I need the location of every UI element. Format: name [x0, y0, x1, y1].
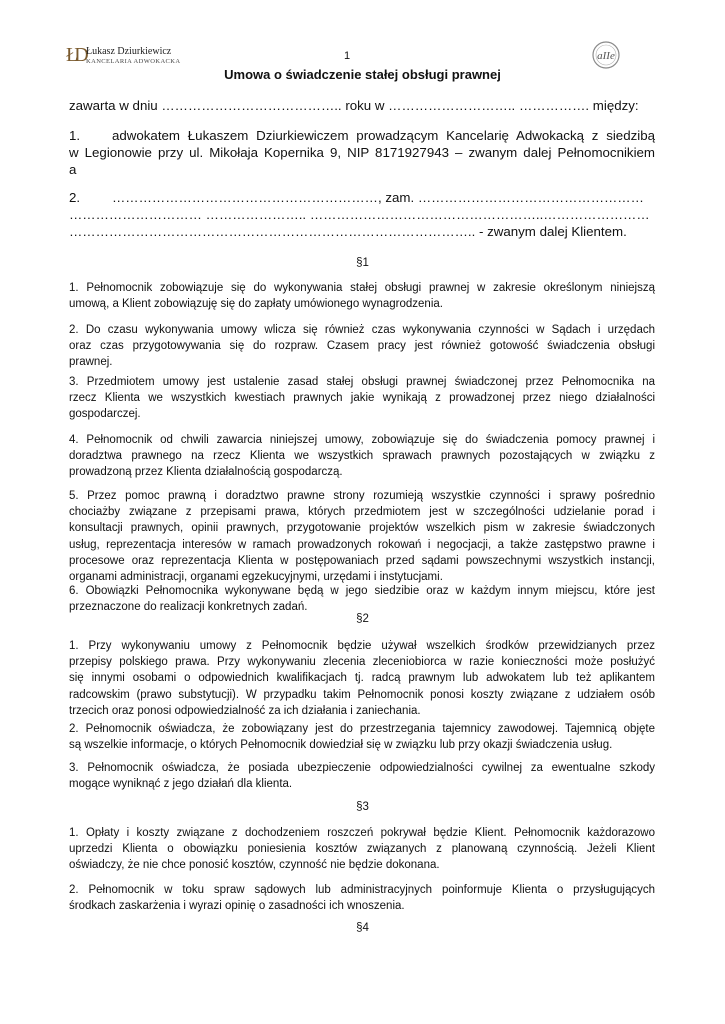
paragraph-line: 2. Pełnomocnik w toku spraw sądowych lub administracyjnych poinformuje Klienta o przysługujących [69, 884, 655, 896]
party-1-line: a [69, 162, 77, 177]
paragraph-line: gospodarczej. [69, 408, 141, 421]
paragraph-line: 2. Do czasu wykonywania umowy wlicza się również czas wykonywania czynności w Sądach i urzędach [69, 324, 655, 336]
section-heading: §1 [356, 257, 369, 269]
party-1-number: 1. [69, 128, 81, 143]
paragraph [69, 882, 655, 914]
paragraph [69, 638, 655, 719]
paragraph-line: konsultacji prawnych, opinii prawnych, przygotowanie projektów wszelkich pism w zakresie świadczonych [69, 522, 655, 535]
paragraph-line: usług, reprezentacja interesów w ramach prowadzonych rokowań i negocjacji, a także zastępstwo prawne i [69, 538, 655, 551]
paragraph [69, 432, 655, 481]
party-2-line: ………………………… ………………….. ……………………………………………..…………………… [69, 207, 650, 222]
paragraph-line: procesowe oraz reprezentacja Klienta w postępowaniach przed sądami powszechnymi wszystkich instancji, [69, 554, 655, 567]
paragraph-line: radcowskim (prawo substytucji). W przypadku takim Pełnomocnik ponosi koszty związane z udziałem osób [69, 688, 655, 701]
party-1-line: w Legionowie przy ul. Mikołaja Kopernika 9, NIP 8171927943 – zwanym dalej Pełnomocnikiem [69, 145, 655, 160]
party-2-line: ……………………………………………………………………………….. - zwanym dalej Klientem. [69, 224, 627, 239]
document-title: Umowa o świadczenie stałej obsługi prawnej [224, 67, 501, 82]
svg-text:aIIe: aIIe [597, 50, 615, 62]
party-1-line: adwokatem Łukaszem Dziurkiewiczem prowadzącym Kancelarię Adwokacką z siedzibą [112, 128, 655, 143]
paragraph-line: prowadzoną przez Klienta działalnością gospodarczą. [69, 466, 343, 479]
party-1 [69, 127, 655, 178]
paragraph-line: 6. Obowiązki Pełnomocnika wykonywane będą w jego siedzibie oraz w każdym innym miejscu, które jest [69, 585, 655, 597]
paragraph-line: oświadczy, że nie chce ponosić kosztów, czynność nie będzie dokonana. [69, 859, 440, 872]
party-2-line: ……………………………………………………, zam. …………………………………………… [112, 190, 644, 205]
adwokatura-seal-icon [588, 40, 624, 70]
paragraph-line: trzecich oraz ponosi odpowiedzialność za ich działania i zaniechania. [69, 704, 421, 717]
paragraph-line: 4. Pełnomocnik od chwili zawarcia niniejszej umowy, zobowiązuje się do świadczenia pomocy prawnej i [69, 434, 655, 446]
paragraph-line: 1. Opłaty i koszty związane z dochodzeniem roszczeń pokrywał będzie Klient. Pełnomocnik każdorazowo [69, 827, 655, 839]
party-2-number: 2. [69, 190, 81, 205]
paragraph-line: mogące wyniknąć z jego działań dla klienta. [69, 778, 293, 791]
paragraph-line: rzecz Klienta we wszystkich kwestiach prawnych jakie wynikają z prowadzonej przez niego działalności [69, 392, 655, 405]
paragraph [69, 760, 655, 792]
logo-name: Łukasz Dziurkiewicz [86, 46, 172, 57]
paragraph [69, 488, 655, 585]
logo-monogram: ŁD [66, 44, 85, 66]
paragraph [69, 825, 655, 874]
paragraph-line: chociażby związane z przepisami prawa, których przedmiotem jest w szczególności udzielanie porad i [69, 506, 655, 519]
paragraph-line: przeznaczone do realizacji konkretnych zadań. [69, 601, 308, 614]
paragraph-line: prawnej. [69, 356, 113, 369]
paragraph-line: 3. Pełnomocnik oświadcza, że posiada ubezpieczenie odpowiedzialności cywilnej za ewentualne szkody [69, 762, 655, 774]
party-2 [69, 189, 655, 240]
paragraph-line: 3. Przedmiotem umowy jest ustalenie zasad stałej obsługi prawnej świadczonej przez Pełnomocnika na [69, 376, 655, 388]
paragraph-line: 5. Przez pomoc prawną i doradztwo prawne strony rozumieją wszystkie czynności i sprawy pośrednio [69, 490, 655, 502]
logo-subtitle: KANCELARIA ADWOKACKA [86, 58, 181, 65]
contract-date-line: zawarta w dniu ………………………………….. roku w ……………………….. ……………. między: [69, 98, 639, 113]
section-heading: §2 [356, 613, 369, 625]
paragraph-line: oraz czas przygotowywania się do rozpraw. Czasem pracy jest również gotowość świadczenia obsługi [69, 340, 655, 353]
paragraph-line: umową, a Klient zobowiązuję się do zapłaty umówionego wynagrodzenia. [69, 298, 443, 311]
paragraph [69, 721, 655, 753]
paragraph-line: organami administracji, organami egzekucyjnymi, urzędami i instytucjami. [69, 571, 443, 584]
paragraph [69, 280, 655, 312]
paragraph-line: 1. Przy wykonywaniu umowy z Pełnomocnik będzie używał wszelkich środków przewidzianych przez [69, 640, 655, 652]
paragraph-line: doradztwa prawnego na rzecz Klienta we wszystkich sprawach prawnych pozostających w związku z [69, 450, 655, 463]
paragraph-line: 2. Pełnomocnik oświadcza, że zobowiązany jest do przestrzegania tajemnicy zawodowej. Tajemnicą objęte [69, 723, 655, 735]
paragraph-line: uprzedzi Klienta o obowiązku poniesienia kosztów związanych z planowaną czynnością. Jeżeli Klient [69, 843, 655, 856]
paragraph-line: 1. Pełnomocnik zobowiązuje się do wykonywania stałej obsługi prawnej w zakresie określonym niniejszą [69, 282, 655, 294]
section-heading: §4 [356, 922, 369, 934]
paragraph-line: są wszelkie informacje, o których Pełnomocnik dowiedział się w związku lub przy okazji świadczenia usług. [69, 739, 613, 752]
paragraph-line: środkach zaskarżenia i wyrazi opinię o zasadności ich wnoszenia. [69, 900, 405, 913]
paragraph-line: się innymi osobami o odpowiednich kwalifikacjach tj. radcą prawnym lub adwokatem lub też aplikantem [69, 672, 655, 685]
paragraph [69, 374, 655, 423]
paragraph [69, 322, 655, 371]
paragraph [69, 583, 655, 615]
page-number: 1 [343, 50, 351, 62]
paragraph-line: przepisy polskiego prawa. Przy wykonywaniu zlecenia zleceniobiorca w razie konieczności może posłużyć [69, 656, 655, 669]
section-heading: §3 [356, 801, 369, 813]
